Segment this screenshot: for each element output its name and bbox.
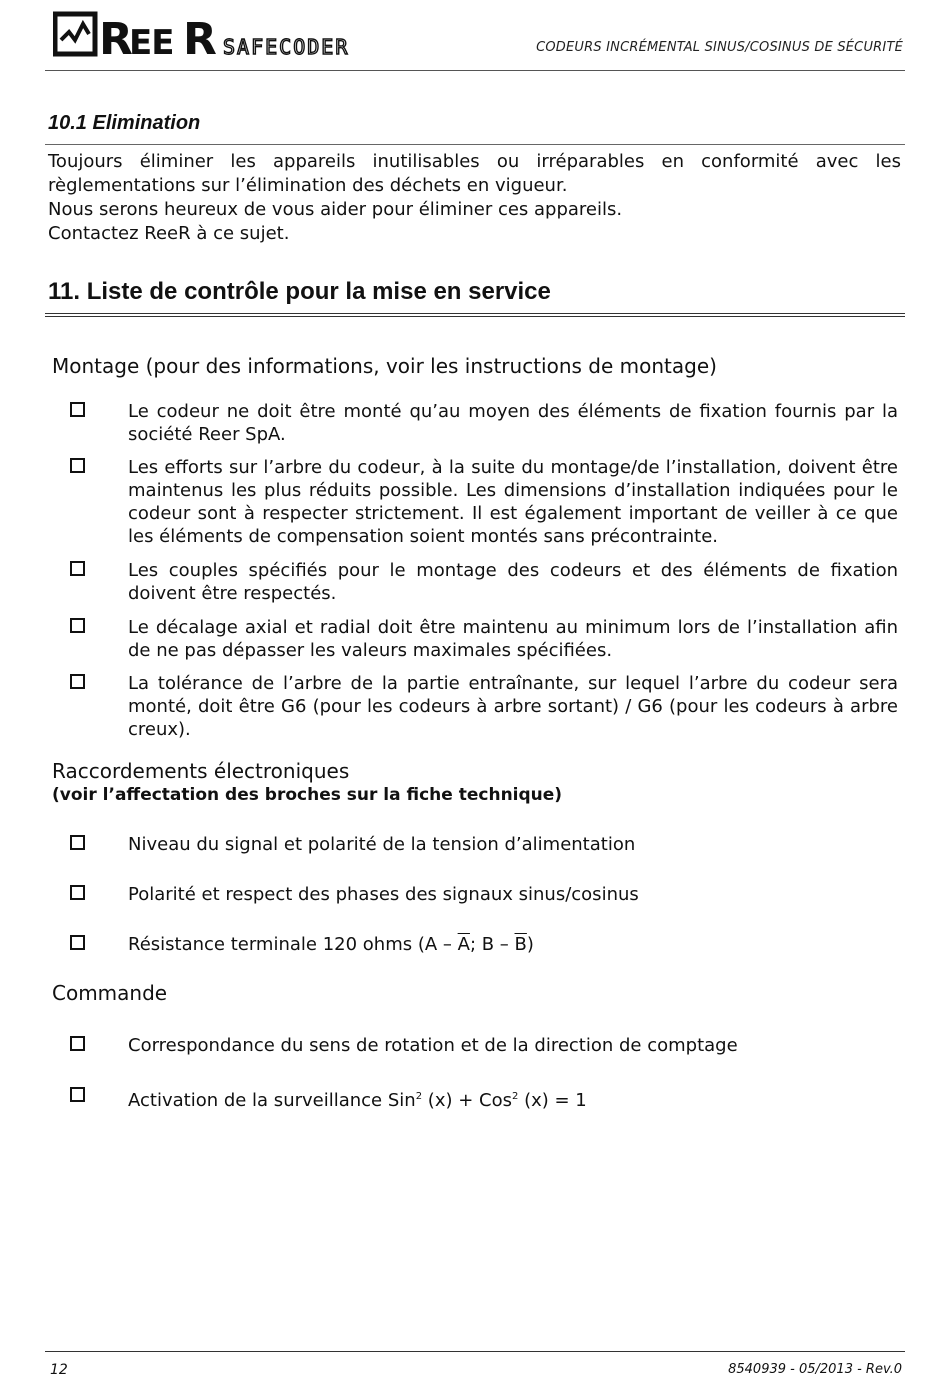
checklist-item-text bbox=[128, 933, 898, 956]
montage-title-note: (pour des informations, voir les instructions de montage) bbox=[145, 354, 717, 378]
checkbox[interactable] bbox=[70, 674, 85, 689]
document-reference: 8540939 - 05/2013 - Rev.0 bbox=[728, 1362, 902, 1377]
resistance-middle: ; B – bbox=[469, 934, 515, 955]
checklist-item-text bbox=[128, 1085, 898, 1112]
checklist-heading: 11. Liste de contrôle pour la mise en service bbox=[48, 278, 551, 305]
elimination-paragraph-1: Toujours éliminer les appareils inutilisables ou irréparables en conformité avec les règlementations sur l’élimination des déchets en vigueur. bbox=[48, 151, 901, 196]
page-number: 12 bbox=[50, 1362, 68, 1378]
a-bar: $\overline{A}$ bbox=[457, 934, 470, 955]
formula-suffix: (x) = 1 bbox=[518, 1090, 587, 1111]
checklist-item-text: Les couples spécifiés pour le montage des codeurs et des éléments de fixation doivent être respectés. bbox=[128, 560, 898, 604]
checkbox[interactable] bbox=[70, 561, 85, 576]
raccordements-subtitle: (voir l’affectation des broches sur la fiche technique) bbox=[52, 785, 563, 805]
elimination-heading: 10.1 Elimination bbox=[48, 112, 201, 134]
checklist-item-text: Le décalage axial et radial doit être maintenu au minimum lors de l’installation afin de ne pas dépasser les valeurs maximales spécifiées. bbox=[128, 617, 898, 661]
resistance-suffix: ) bbox=[526, 934, 534, 955]
checklist-item-text: Les efforts sur l’arbre du codeur, à la suite du montage/de l’installation, doivent être maintenus les plus réduits possible. Les dimensions d’installation indiquées pour le codeur sont à respecter strictement. Il est également important de veiller à ce que les éléments de compensation soient montés sans précontrainte. bbox=[128, 457, 898, 547]
elimination-body bbox=[48, 150, 901, 246]
commande-title: Commande bbox=[52, 981, 168, 1005]
elimination-divider bbox=[45, 144, 905, 145]
montage-section-title bbox=[52, 354, 717, 378]
checkbox[interactable] bbox=[70, 1087, 85, 1102]
checklist-item-text: Le codeur ne doit être monté qu’au moyen des éléments de fixation fournis par la société Reer SpA. bbox=[128, 401, 898, 445]
raccordements-title: Raccordements électroniques bbox=[52, 759, 350, 783]
checkbox[interactable] bbox=[70, 402, 85, 417]
checklist-divider-bottom bbox=[45, 316, 905, 317]
checkbox[interactable] bbox=[70, 935, 85, 950]
elimination-paragraph-2: Nous serons heureux de vous aider pour éliminer ces appareils. bbox=[48, 199, 623, 220]
svg-text:R: R bbox=[183, 14, 217, 62]
cos-middle: (x) + Cos bbox=[422, 1090, 512, 1111]
checklist-divider-top bbox=[45, 313, 905, 314]
checkbox[interactable] bbox=[70, 1036, 85, 1051]
checkbox[interactable] bbox=[70, 885, 85, 900]
b-bar: $\overline{B}$ bbox=[514, 934, 527, 955]
checkbox[interactable] bbox=[70, 835, 85, 850]
svg-text:EE: EE bbox=[129, 23, 174, 62]
resistance-prefix: Résistance terminale 120 ohms (A – bbox=[128, 934, 458, 955]
checklist-item-text: Polarité et respect des phases des signaux sinus/cosinus bbox=[128, 884, 639, 905]
footer-divider bbox=[45, 1351, 905, 1352]
checkbox[interactable] bbox=[70, 458, 85, 473]
checklist-item-text: La tolérance de l’arbre de la partie entraînante, sur lequel l’arbre du codeur sera monté, doit être G6 (pour les codeurs à arbre sortant) / G6 (pour les codeurs à arbre creux). bbox=[128, 673, 898, 740]
cos-exponent: 2 bbox=[511, 1091, 519, 1102]
svg-text:SAFECODER: SAFECODER bbox=[223, 35, 350, 59]
sin-exponent: 2 bbox=[415, 1091, 423, 1102]
checkbox[interactable] bbox=[70, 618, 85, 633]
header-title: CODEURS INCRÉMENTAL SINUS/COSINUS DE SÉCURITÉ bbox=[536, 40, 903, 55]
elimination-paragraph-3: Contactez ReeR à ce sujet. bbox=[48, 223, 290, 244]
checklist-item-text: Correspondance du sens de rotation et de la direction de comptage bbox=[128, 1035, 738, 1056]
checklist-item-text: Niveau du signal et polarité de la tension d’alimentation bbox=[128, 834, 636, 855]
reer-safecoder-logo bbox=[53, 10, 393, 62]
montage-title: Montage bbox=[52, 354, 140, 378]
sin-prefix: Activation de la surveillance Sin bbox=[128, 1090, 416, 1111]
svg-text:R: R bbox=[99, 14, 131, 62]
page-header bbox=[45, 8, 905, 71]
